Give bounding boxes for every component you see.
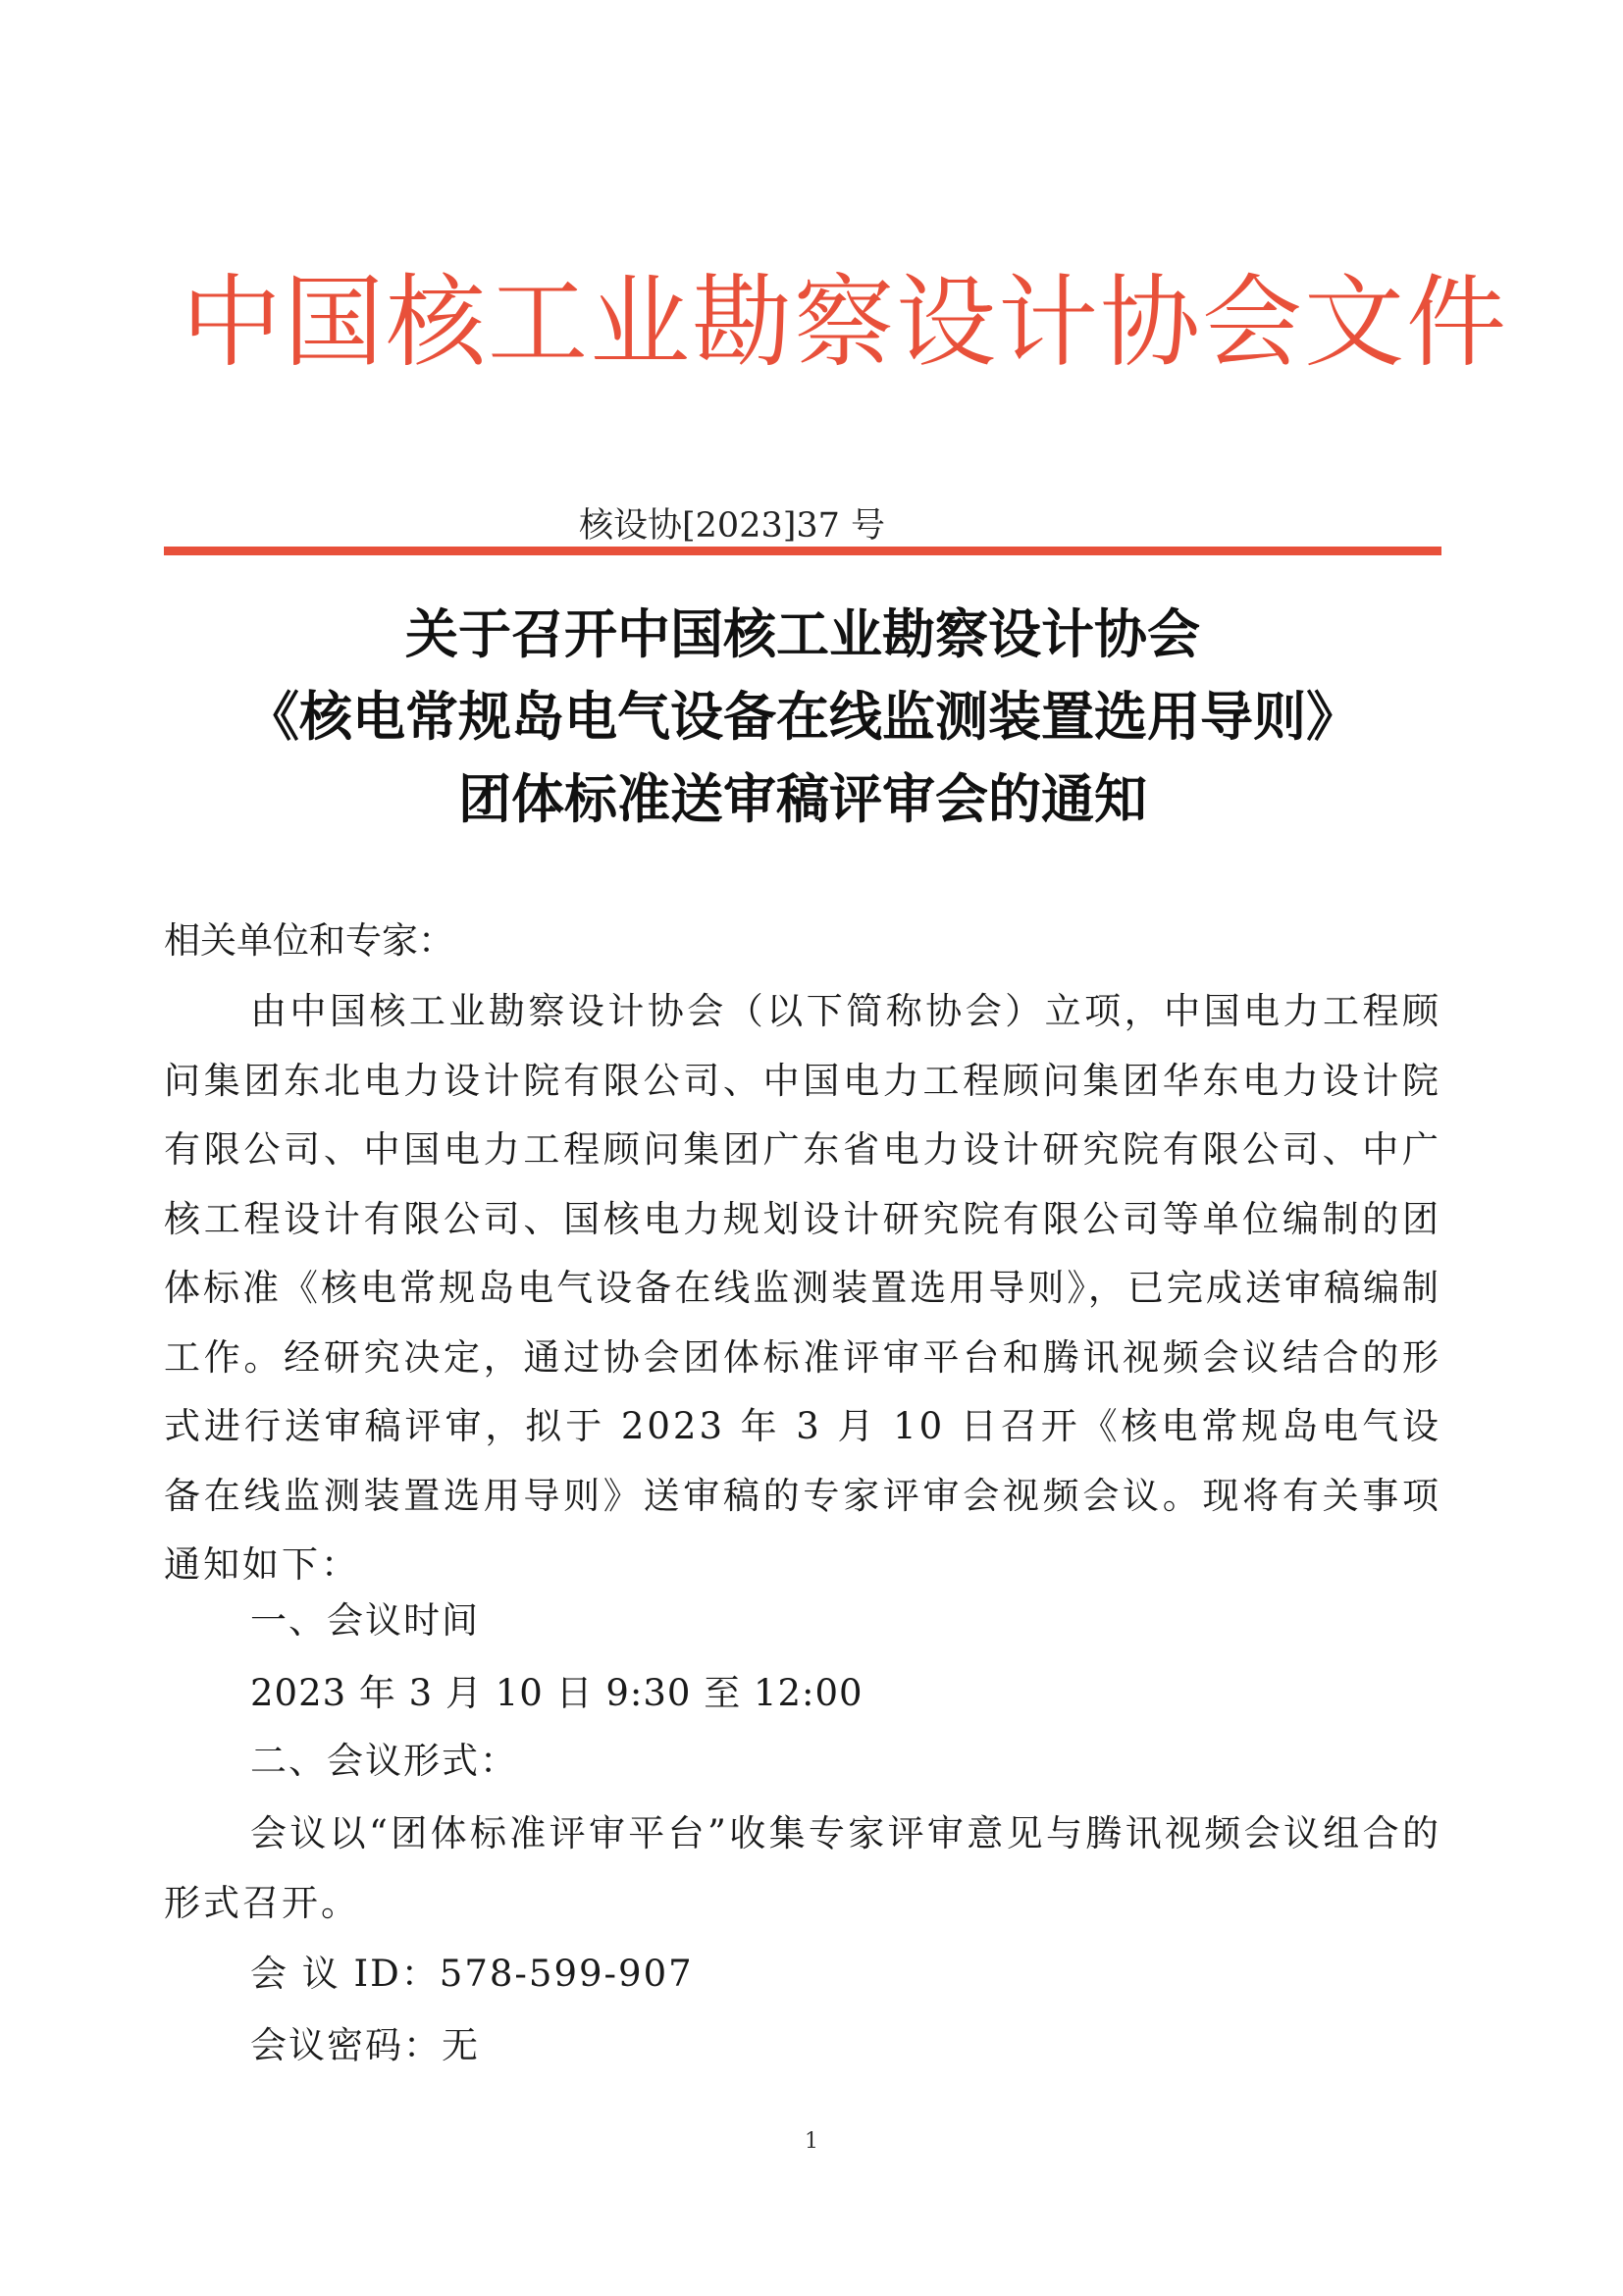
organization-letterhead-title: 中国核工业勘察设计协会文件 <box>182 265 1508 382</box>
meeting-time-value: 2023 年 3 月 10 日 9:30 至 12:00 <box>250 1672 864 1714</box>
salutation: 相关单位和专家： <box>164 919 454 962</box>
document-number: 核设协[2023]37 号 <box>579 506 886 546</box>
section-heading-meeting-format: 二、会议形式： <box>250 1740 518 1782</box>
meeting-password: 会议密码：无 <box>250 2024 480 2066</box>
intro-paragraph: 由中国核工业勘察设计协会（以下简称协会）立项，中国电力工程顾问集团东北电力设计院有限公司、中国电力工程顾问集团华东电力设计院有限公司、中国电力工程顾问集团广东省电力设计研究院有限公司、中广核工程设计有限公司、国核电力规划设计研究院有限公司等单位编制的团体标准《核电常规岛电气设备在线监测装置选用导则》，已完成送审稿编制工作。经研究决定，通过协会团体标准评审平台和腾讯视频会议结合的形式进行送审稿评审，拟于 2023 年 3 月 10 日召开《核电常规岛电气设备在线监测装置选用导则》送审稿的专家评审会视频会议。现将有关事项通知如下： <box>164 990 1441 1586</box>
page-number: 1 <box>805 2129 818 2154</box>
meeting-format-paragraph: 会议以“团体标准评审平台”收集专家评审意见与腾讯视频会议组合的形式召开。 <box>164 1812 1441 1924</box>
notice-title-line-1: 关于召开中国核工业勘察设计协会 <box>405 603 1200 665</box>
notice-title-line-2: 《核电常规岛电气设备在线监测装置选用导则》 <box>246 686 1359 748</box>
red-divider-line <box>164 547 1441 555</box>
notice-title-line-3: 团体标准送审稿评审会的通知 <box>458 768 1147 830</box>
section-heading-meeting-time: 一、会议时间 <box>250 1599 480 1642</box>
notice-title <box>164 594 1441 841</box>
meeting-id: 会 议 ID：578-599-907 <box>250 1953 694 1995</box>
